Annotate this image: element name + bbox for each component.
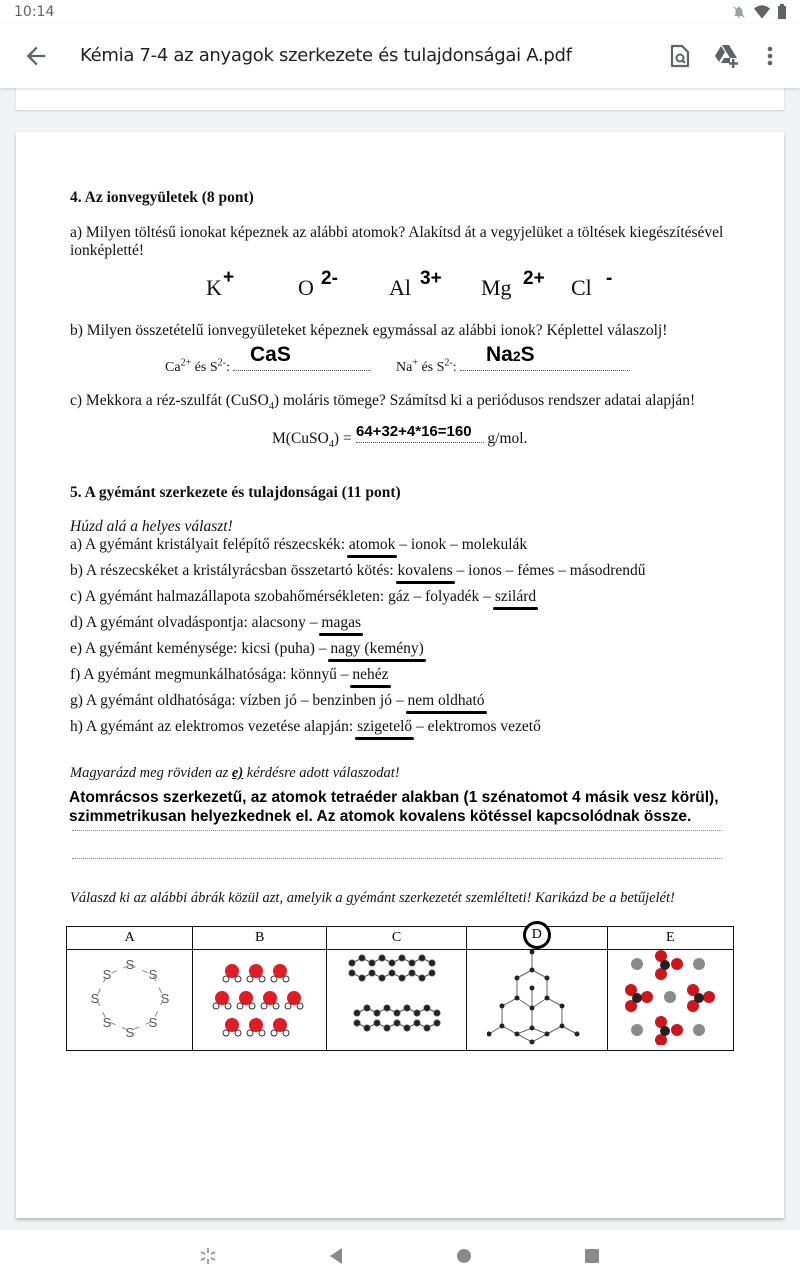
q5-item-f: f) A gyémánt megmunkálhatósága: könnyű – nehéz bbox=[70, 666, 389, 683]
home-nav-button[interactable] bbox=[452, 1244, 476, 1268]
item-g-option-vizben[interactable]: vízben jó bbox=[239, 692, 297, 709]
structure-c-graphite bbox=[326, 950, 466, 1051]
item-h-option-vezeto[interactable]: elektromos vezető bbox=[427, 718, 541, 735]
q4b-prompt: b) Milyen összetételű ionvegyületeket képeznek egymással az alábbi ionok? Képlettel válaszolj! bbox=[70, 322, 668, 339]
item-g-prefix: g) A gyémánt oldhatósága: bbox=[70, 692, 240, 709]
svg-text:S: S bbox=[160, 990, 170, 1006]
item-c-option-gaz[interactable]: gáz bbox=[388, 588, 410, 605]
more-vert-icon bbox=[766, 44, 774, 68]
back-button[interactable] bbox=[22, 42, 50, 70]
ion-symbol-k: K bbox=[206, 275, 222, 300]
structures-table bbox=[66, 926, 734, 1051]
q5-item-b: b) A részecskéket a kristályrácsban összetartó kötés: kovalens – ionos – fémes – másodrendű bbox=[70, 562, 646, 579]
svg-text:S: S bbox=[102, 966, 112, 982]
answer-line-1 bbox=[72, 830, 722, 831]
pair1-answer: CaS bbox=[250, 343, 291, 366]
svg-text:S: S bbox=[148, 966, 158, 982]
item-b-option-ionos[interactable]: ionos bbox=[468, 562, 502, 579]
q4-heading: 4. Az ionvegyületek (8 pont) bbox=[70, 189, 254, 206]
q5-item-h: h) A gyémánt az elektromos vezetése alapján: szigetelő – elektromos vezető bbox=[70, 718, 541, 735]
recents-square-icon bbox=[584, 1248, 600, 1264]
more-options-button[interactable] bbox=[756, 42, 784, 70]
q5-item-a: a) A gyémánt kristályait felépítő részecskék: atomok – ionok – molekulák bbox=[70, 536, 528, 553]
q4c-post: ) moláris tömege? Számítsd ki a periódusos rendszer adatai alapján! bbox=[273, 392, 696, 409]
formula-sub: 4 bbox=[328, 439, 334, 451]
accessibility-button[interactable] bbox=[196, 1244, 220, 1268]
structure-b-ice bbox=[193, 950, 326, 1051]
ion-charge-o: 2- bbox=[321, 268, 338, 289]
status-time: 10:14 bbox=[14, 4, 55, 20]
structure-label-b[interactable]: B bbox=[193, 927, 326, 950]
item-d-prefix: d) A gyémánt olvadáspontja: bbox=[70, 614, 252, 631]
item-a-option-molekulak[interactable]: molekulák bbox=[461, 536, 528, 553]
pair2-answer-s: S bbox=[520, 343, 535, 366]
item-e-prefix: e) A gyémánt keménysége: bbox=[70, 640, 242, 657]
item-c-prefix: c) A gyémánt halmazállapota szobahőmérsékleten: bbox=[70, 588, 389, 605]
find-in-page-icon bbox=[669, 44, 691, 68]
ion-charge-cl: - bbox=[606, 268, 613, 289]
q5-item-d: d) A gyémánt olvadáspontja: alacsony – magas bbox=[70, 614, 362, 631]
svg-text:S: S bbox=[102, 1014, 112, 1030]
pair2-answer bbox=[486, 343, 535, 367]
sulfur-ring-icon bbox=[85, 953, 175, 1043]
pair1-mid: és S bbox=[191, 360, 218, 375]
graphite-icon bbox=[347, 953, 447, 1043]
pair2-answer-na: Na bbox=[486, 343, 513, 366]
explain-prompt bbox=[70, 765, 400, 782]
item-f-prefix: f) A gyémánt megmunkálhatósága: bbox=[70, 666, 291, 683]
item-g-option-nem-oldhato[interactable]: nem oldható bbox=[407, 692, 485, 709]
item-b-option-femes[interactable]: fémes bbox=[517, 562, 555, 579]
svg-text:S: S bbox=[125, 956, 135, 972]
explain-pre: Magyarázd meg röviden az bbox=[70, 765, 232, 781]
add-to-drive-icon bbox=[714, 44, 740, 68]
item-a-option-atomok[interactable]: atomok bbox=[348, 536, 396, 553]
system-nav-bar bbox=[0, 1230, 800, 1280]
back-nav-button[interactable] bbox=[324, 1244, 348, 1268]
item-d-option-magas[interactable]: magas bbox=[321, 614, 362, 631]
ionic-crystal-icon bbox=[625, 950, 715, 1045]
pair2-s-charge: 2- bbox=[444, 357, 453, 369]
pair1-s-charge: 2- bbox=[217, 357, 226, 369]
explain-ref: e) bbox=[231, 765, 244, 781]
q4c-prompt bbox=[70, 392, 695, 412]
battery-icon bbox=[778, 4, 786, 19]
wifi-icon bbox=[754, 5, 770, 19]
q4c-pre: c) Mekkora a réz-szulfát (CuSO bbox=[70, 392, 269, 409]
structure-label-c[interactable]: C bbox=[326, 927, 466, 950]
ice-lattice-icon bbox=[212, 953, 307, 1043]
item-c-option-szilard[interactable]: szilárd bbox=[494, 588, 537, 605]
q5-instruction: Húzd alá a helyes választ! bbox=[70, 518, 233, 535]
structure-label-a[interactable]: A bbox=[67, 927, 193, 950]
item-h-prefix: h) A gyémánt az elektromos vezetése alapján: bbox=[70, 718, 358, 735]
pair1-colon: : bbox=[226, 360, 230, 375]
molar-mass-answer: 64+32+4*16=160 bbox=[356, 423, 472, 440]
item-b-option-masodrendu[interactable]: másodrendű bbox=[569, 562, 646, 579]
item-c-option-folyadek[interactable]: folyadék bbox=[425, 588, 480, 605]
ion-charge-k: + bbox=[223, 267, 235, 288]
q5-item-g: g) A gyémánt oldhatósága: vízben jó – benzinben jó – nem oldható bbox=[70, 692, 485, 709]
structure-e-ionic bbox=[607, 950, 733, 1051]
q4a-prompt-line1: a) Milyen töltésű ionokat képeznek az alábbi atomok? Alakítsd át a vegyjelüket a töltések kiegészítésével bbox=[70, 224, 724, 241]
item-b-option-kovalens[interactable]: kovalens bbox=[397, 562, 453, 579]
pair1-ca-charge: 2+ bbox=[180, 357, 192, 369]
formula-post: ) = bbox=[333, 430, 356, 447]
item-g-option-benzinben[interactable]: benzinben jó bbox=[312, 692, 392, 709]
previous-page bbox=[16, 88, 784, 110]
item-a-prefix: a) A gyémánt kristályait felépítő részecskék: bbox=[70, 536, 349, 553]
choose-prompt: Válaszd ki az alábbi ábrák közül azt, amelyik a gyémánt szerkezetét szemlélteti! Karikázd be a betűjelét! bbox=[70, 890, 675, 906]
arrow-back-icon bbox=[22, 42, 50, 70]
ion-symbol-o: O bbox=[298, 275, 314, 300]
pair2-na: Na bbox=[396, 360, 413, 375]
status-icons bbox=[732, 4, 786, 19]
molar-mass-unit: g/mol. bbox=[483, 430, 528, 447]
app-bar bbox=[0, 24, 800, 88]
structure-label-d-circled: D bbox=[523, 921, 551, 949]
home-circle-icon bbox=[456, 1248, 472, 1264]
notifications-off-icon bbox=[732, 5, 746, 19]
ion-symbol-mg: Mg bbox=[481, 275, 512, 300]
pair2-answer-sub: 2 bbox=[512, 348, 521, 364]
item-f-option-nehez[interactable]: nehéz bbox=[352, 666, 389, 683]
svg-text:S: S bbox=[148, 1014, 158, 1030]
ion-symbol-al: Al bbox=[389, 275, 411, 300]
explain-answer-line2: szimmetrikusan helyezkednek el. Az atomok kovalens kötéssel kapcsolódnak össze. bbox=[69, 808, 692, 825]
ion-symbol-cl: Cl bbox=[571, 275, 592, 300]
explain-answer-line1: Atomrácsos szerkezetű, az atomok tetraéder alakban (1 szénatomot 4 másik vesz körül), bbox=[69, 789, 719, 806]
q4a-prompt-line2: ionképletté! bbox=[70, 242, 145, 259]
ion-charge-al: 3+ bbox=[420, 268, 442, 289]
structure-a-sulfur-ring bbox=[67, 950, 193, 1051]
add-to-drive-button[interactable] bbox=[713, 42, 741, 70]
item-b-prefix: b) A részecskéket a kristályrácsban összetartó kötés: bbox=[70, 562, 398, 579]
q5-item-e: e) A gyémánt keménysége: kicsi (puha) – nagy (kemény) bbox=[70, 640, 424, 657]
structure-label-e[interactable]: E bbox=[607, 927, 733, 950]
formula-pre: M(CuSO bbox=[272, 430, 329, 447]
q4c-sub: 4 bbox=[268, 401, 274, 413]
explain-post: kérdésre adott válaszodat! bbox=[243, 765, 400, 781]
pair2-na-charge: + bbox=[412, 357, 418, 369]
item-e-option-kicsi[interactable]: kicsi (puha) bbox=[241, 640, 315, 657]
item-d-option-alacsony[interactable]: alacsony bbox=[251, 614, 306, 631]
item-f-option-konnyu[interactable]: könnyű bbox=[290, 666, 337, 683]
answer-line-2 bbox=[72, 858, 722, 859]
q5-heading: 5. A gyémánt szerkezete és tulajdonságai (11 pont) bbox=[70, 484, 401, 501]
pair1-ca: Ca bbox=[165, 360, 181, 375]
svg-text:S: S bbox=[125, 1024, 135, 1040]
item-h-option-szigetelo[interactable]: szigetelő bbox=[357, 718, 413, 735]
ion-charge-mg: 2+ bbox=[523, 268, 545, 289]
pair2-colon: : bbox=[452, 360, 457, 375]
pair2-mid: és S bbox=[417, 360, 445, 375]
item-a-option-ionok[interactable]: ionok bbox=[410, 536, 447, 553]
structure-d-diamond bbox=[467, 950, 607, 1051]
diamond-lattice-icon bbox=[487, 950, 587, 1045]
recents-nav-button[interactable] bbox=[580, 1244, 604, 1268]
q5-item-c: c) A gyémánt halmazállapota szobahőmérsékleten: gáz – folyadék – szilárd bbox=[70, 588, 537, 605]
structure-label-d-cell[interactable] bbox=[467, 927, 607, 950]
svg-text:S: S bbox=[90, 990, 100, 1006]
back-triangle-icon bbox=[328, 1247, 344, 1265]
accessibility-icon bbox=[199, 1247, 217, 1265]
find-in-page-button[interactable] bbox=[666, 42, 694, 70]
document-title: Kémia 7-4 az anyagok szerkezete és tulajdonságai A.pdf bbox=[80, 45, 572, 66]
status-bar bbox=[0, 0, 800, 24]
item-e-option-nagy[interactable]: nagy (kemény) bbox=[330, 640, 424, 657]
